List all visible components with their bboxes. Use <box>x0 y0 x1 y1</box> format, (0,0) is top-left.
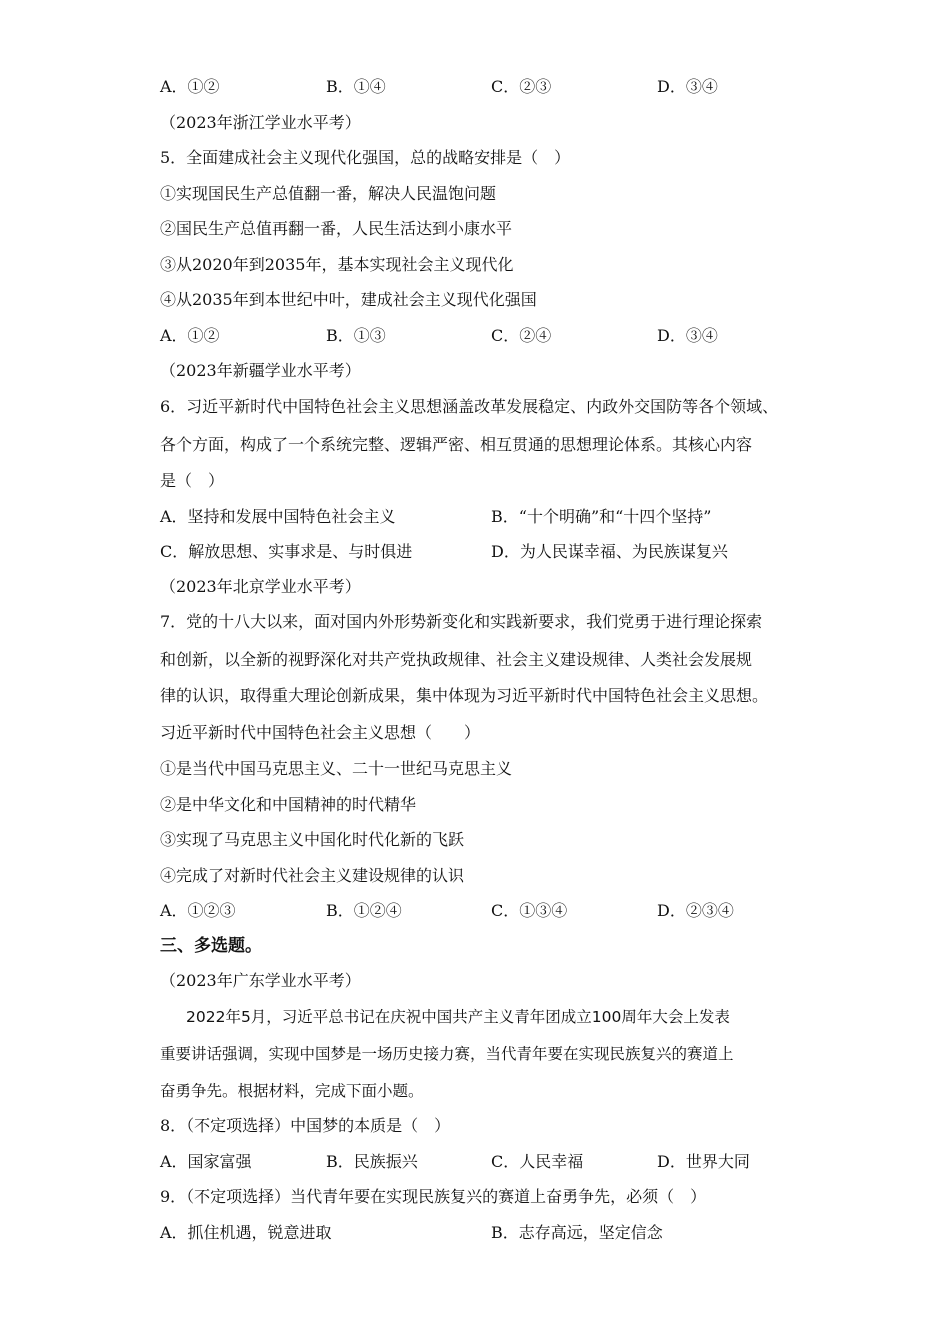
q7-option-d: D．②③④ <box>657 901 734 920</box>
q6-stem-line-1: 6．习近平新时代中国特色社会主义思想涵盖改革发展稳定、内政外交国防等各个领域、 <box>160 397 779 416</box>
q4-option-a: A．①② <box>160 77 220 96</box>
q5-item-2: ②国民生产总值再翻一番，人民生活达到小康水平 <box>160 219 513 238</box>
q7-stem-line-1: 7．党的十八大以来，面对国内外形势新变化和实践新要求，我们党勇于进行理论探索 <box>160 612 763 631</box>
q7-item-1: ①是当代中国马克思主义、二十一世纪马克思主义 <box>160 759 513 778</box>
q7-option-b: B．①②④ <box>326 901 402 920</box>
q9-stem: 9．（不定项选择）当代青年要在实现民族复兴的赛道上奋勇争先，必须（ ） <box>160 1187 707 1206</box>
q8-option-a: A．国家富强 <box>160 1152 252 1171</box>
q8-option-d: D．世界大同 <box>657 1152 750 1171</box>
q5-option-b: B．①③ <box>326 326 386 345</box>
q7-stem-line-4: 习近平新时代中国特色社会主义思想（ ） <box>160 723 481 742</box>
material-line-2: 重要讲话强调，实现中国梦是一场历史接力赛，当代青年要在实现民族复兴的赛道上 <box>160 1045 734 1063</box>
q7-option-a: A．①②③ <box>160 901 236 920</box>
q5-item-4: ④从2035年到本世纪中叶，建成社会主义现代化强国 <box>160 290 537 309</box>
material-line-3: 奋勇争先。根据材料，完成下面小题。 <box>160 1082 424 1100</box>
q8-option-c: C．人民幸福 <box>491 1152 584 1171</box>
q9-option-a: A．抓住机遇，锐意进取 <box>160 1223 332 1242</box>
q7-item-4: ④完成了对新时代社会主义建设规律的认识 <box>160 866 465 885</box>
q7-item-3: ③实现了马克思主义中国化时代化新的飞跃 <box>160 830 465 849</box>
q6-option-a: A．坚持和发展中国特色社会主义 <box>160 507 396 526</box>
q7-source: （2023年北京学业水平考） <box>160 577 361 596</box>
q4-option-d: D．③④ <box>657 77 718 96</box>
q5-item-3: ③从2020年到2035年，基本实现社会主义现代化 <box>160 255 514 274</box>
q4-option-c: C．②③ <box>491 77 552 96</box>
material-line-1: 2022年5月，习近平总书记在庆祝中国共产主义青年团成立100周年大会上发表 <box>186 1008 730 1026</box>
section3-source: （2023年广东学业水平考） <box>160 971 361 990</box>
q6-option-b: B．“十个明确”和“十四个坚持” <box>491 507 712 526</box>
q5-stem: 5．全面建成社会主义现代化强国，总的战略安排是（ ） <box>160 148 571 167</box>
q7-stem-line-3: 律的认识，取得重大理论创新成果，集中体现为习近平新时代中国特色社会主义思想。 <box>160 686 769 705</box>
q6-stem-line-3: 是（ ） <box>160 471 225 490</box>
q9-option-b: B．志存高远，坚定信念 <box>491 1223 663 1242</box>
q5-source: （2023年浙江学业水平考） <box>160 113 361 132</box>
q6-option-c: C．解放思想、实事求是、与时俱进 <box>160 542 413 561</box>
q7-option-c: C．①③④ <box>491 901 568 920</box>
q8-option-b: B．民族振兴 <box>326 1152 418 1171</box>
q7-stem-line-2: 和创新，以全新的视野深化对共产党执政规律、社会主义建设规律、人类社会发展规 <box>160 650 753 669</box>
q6-source: （2023年新疆学业水平考） <box>160 361 361 380</box>
q6-stem-line-2: 各个方面，构成了一个系统完整、逻辑严密、相互贯通的思想理论体系。其核心内容 <box>160 435 753 454</box>
q5-option-d: D．③④ <box>657 326 718 345</box>
q4-option-b: B．①④ <box>326 77 386 96</box>
q7-item-2: ②是中华文化和中国精神的时代精华 <box>160 795 417 814</box>
q6-option-d: D．为人民谋幸福、为民族谋复兴 <box>491 542 728 561</box>
q8-stem: 8．（不定项选择）中国梦的本质是（ ） <box>160 1116 451 1135</box>
q5-item-1: ①实现国民生产总值翻一番，解决人民温饱问题 <box>160 184 497 203</box>
section-heading: 三、多选题。 <box>160 936 262 956</box>
q5-option-a: A．①② <box>160 326 220 345</box>
q5-option-c: C．②④ <box>491 326 552 345</box>
